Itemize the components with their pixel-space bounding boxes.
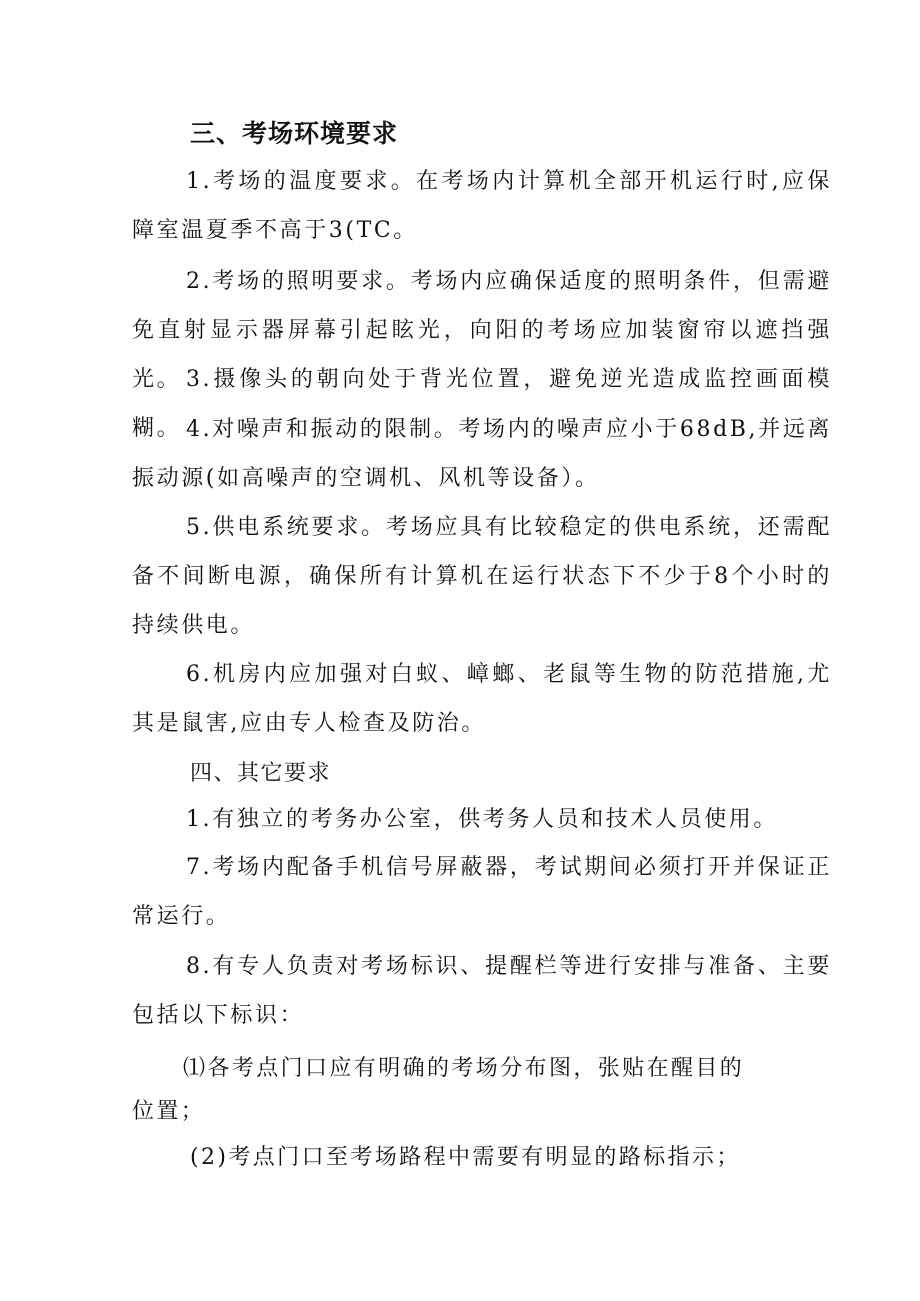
paragraph-signage: 8.有专人负责对考场标识、提醒栏等进行安排与准备、主要包括以下标识： [132,954,832,1028]
list-item-1-continued: 位置； [132,1099,206,1124]
list-item-1: ⑴各考点门口应有明确的考场分布图，张贴在醒目的 [183,1056,745,1081]
paragraph-noise: 4.对噪声和振动的限制。考场内的噪声应小于68dB,并远离振动源(如高噪声的空调机、风机等设备）。 [132,417,832,491]
paragraph-pests: 6.机房内应加强对白蚁、嶂螂、老鼠等生物的防范措施,尤其是鼠害,应由专人检查及防治。 [132,662,832,736]
paragraph-camera: 3.摄像头的朝向处于背光位置，避免逆光造成监控画面模糊。 [132,367,832,441]
list-item-2: (2)考点门口至考场路程中需要有明显的路标指示； [190,1145,741,1170]
paragraph-temperature: 1.考场的温度要求。在考场内计算机全部开机运行时,应保障室温夏季不高于3(TC。 [132,169,832,243]
paragraph-signal-jammer: 7.考场内配备手机信号屏蔽器，考试期间必须打开并保证正常运行。 [132,855,832,929]
paragraph-power: 5.供电系统要求。考场应具有比较稳定的供电系统，还需配备不间断电源，确保所有计算机在运行状态下不少于8个小时的持续供电。 [132,515,832,638]
section-heading: 三、考场环境要求 [190,119,399,148]
paragraph-office: 1.有独立的考务办公室，供考务人员和技术人员使用。 [186,807,778,832]
subheading-other-requirements: 四、其它要求 [190,761,332,786]
paragraph-lighting: 2.考场的照明要求。考场内应确保适度的照明条件，但需避免直射显示器屏幕引起眩光，向阳的考场应加装窗帘以遮挡强光。 [132,269,832,392]
